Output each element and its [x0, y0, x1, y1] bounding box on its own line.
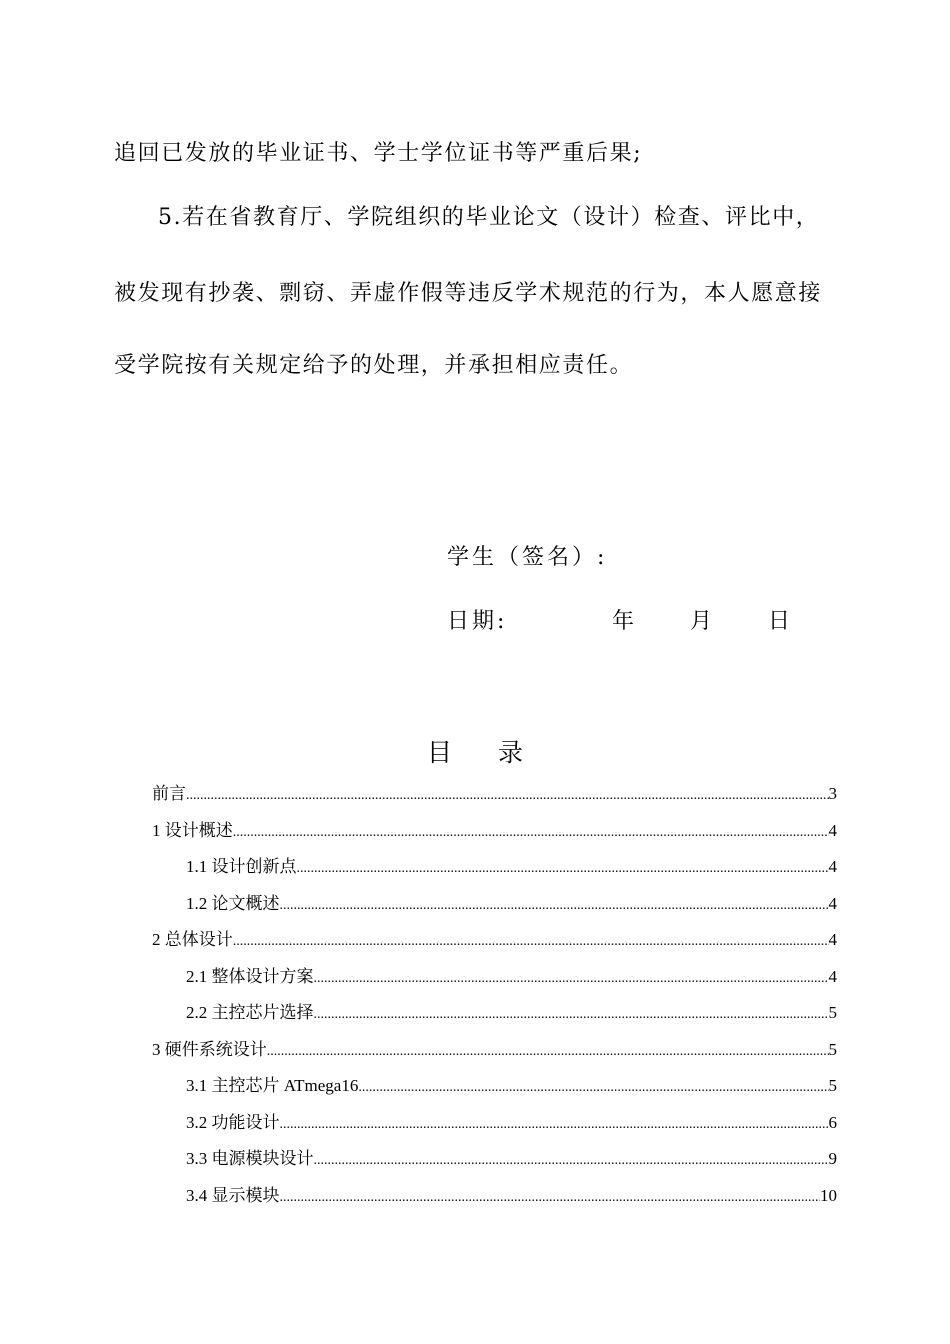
toc-dot-leader: [358, 1070, 828, 1106]
toc-title: 目录: [426, 738, 569, 767]
toc-entry-page: 9: [828, 1149, 837, 1168]
toc-entry-page: 5: [828, 1039, 837, 1059]
toc-entry[interactable]: [152, 922, 837, 958]
toc-entry[interactable]: [186, 1068, 837, 1104]
declaration-line-1: 追回已发放的毕业证书、学士学位证书等严重后果;: [114, 141, 643, 166]
toc-entry[interactable]: [152, 1032, 837, 1068]
toc-entry[interactable]: [186, 1105, 837, 1141]
toc-entry-page: 4: [828, 820, 837, 840]
toc-entry-page: 4: [828, 966, 837, 986]
toc-entry[interactable]: [186, 995, 837, 1031]
declaration-line-2: 5.若在省教育厅、学院组织的毕业论文（设计）检查、评比中，: [158, 205, 820, 230]
toc-entry-label: 3 硬件系统设计: [152, 1039, 267, 1059]
toc-dot-leader: [280, 1180, 821, 1216]
toc-entry[interactable]: [152, 813, 837, 849]
toc-entry-page: 5: [828, 1003, 837, 1022]
date-label: 日期:: [447, 609, 508, 634]
toc-entry-page: 3: [828, 784, 837, 803]
toc-entry-label: 2 总体设计: [152, 930, 233, 949]
toc-entry-label: 3.4 显示模块: [186, 1185, 280, 1205]
toc-entry[interactable]: [186, 959, 837, 995]
toc-entry[interactable]: [152, 776, 837, 812]
toc-entry-label: 3.1 主控芯片 ATmega16: [186, 1076, 359, 1095]
toc-dot-leader: [314, 997, 829, 1033]
toc-dot-leader: [233, 815, 829, 851]
toc-entry-label: 1.1 设计创新点: [186, 857, 297, 876]
toc-entry-page: 10: [820, 1185, 837, 1205]
toc-entry[interactable]: [186, 1178, 837, 1214]
toc-entry[interactable]: [186, 849, 837, 885]
student-signature-label: 学生（签名）:: [447, 545, 608, 570]
toc-entry-page: 6: [828, 1112, 837, 1132]
toc-entry-label: 前言: [152, 784, 186, 803]
toc-entry-page: 4: [828, 930, 837, 949]
toc-entry-page: 5: [828, 1076, 837, 1095]
day-label: 日: [768, 609, 794, 634]
toc-entry-page: 4: [828, 857, 837, 876]
toc-dot-leader: [297, 851, 829, 887]
toc-entry-label: 2.1 整体设计方案: [186, 966, 314, 986]
declaration-line-3: 被发现有抄袭、剽窃、弄虚作假等违反学术规范的行为，本人愿意接: [114, 281, 823, 306]
toc-dot-leader: [314, 961, 829, 997]
toc-entry-label: 2.2 主控芯片选择: [186, 1003, 314, 1022]
toc-entry-label: 3.2 功能设计: [186, 1112, 280, 1132]
toc-dot-leader: [233, 924, 829, 960]
toc-entry[interactable]: [186, 886, 837, 922]
toc-entry-label: 1 设计概述: [152, 820, 233, 840]
year-label: 年: [612, 609, 638, 634]
date-line: [447, 604, 847, 636]
month-label: 月: [690, 609, 716, 634]
toc-entry-page: 4: [828, 893, 837, 913]
toc-dot-leader: [280, 1107, 829, 1143]
toc-entry[interactable]: [186, 1141, 837, 1177]
declaration-line-4: 受学院按有关规定给予的处理，并承担相应责任。: [114, 353, 634, 378]
toc-dot-leader: [267, 1034, 829, 1070]
toc-dot-leader: [314, 1143, 829, 1179]
toc-dot-leader: [186, 778, 829, 814]
toc-entry-label: 3.3 电源模块设计: [186, 1149, 314, 1168]
toc-entry-label: 1.2 论文概述: [186, 893, 280, 913]
toc-dot-leader: [280, 888, 829, 924]
